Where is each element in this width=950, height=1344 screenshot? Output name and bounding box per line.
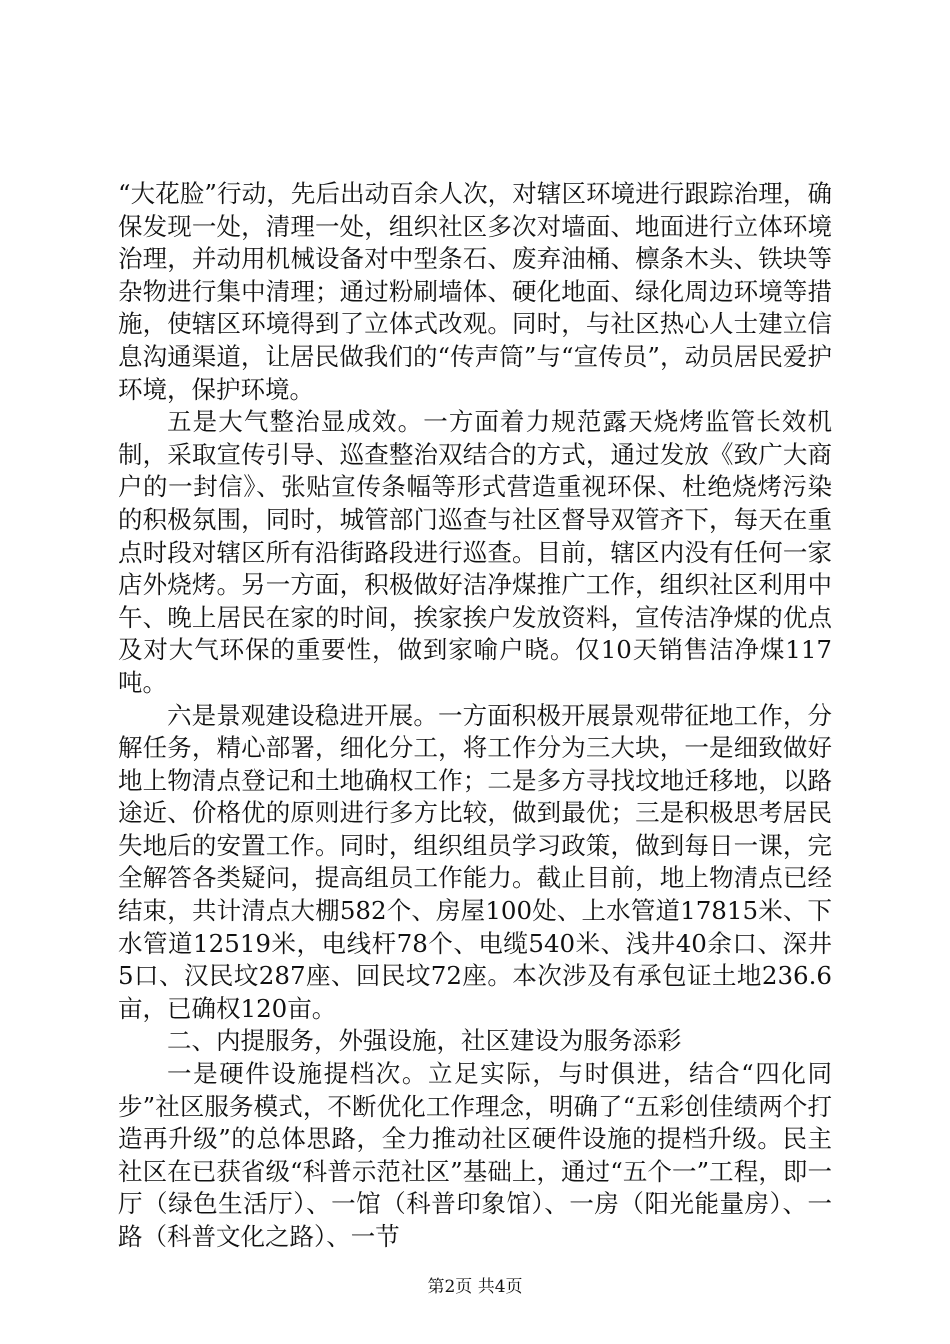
page-footer: 第2页 共4页	[427, 1277, 523, 1297]
paragraph-4: 一是硬件设施提档次。立足实际，与时俱进，结合“四化同步”社区服务模式，不断优化工作理念，明确了“五彩创佳绩两个打造再升级”的总体思路，全力推动社区硬件设施的提档升级。民主社区在已获省级“科普示范社区”基础上，通过“五个一”工程，即一厅（绿色生活厅）、一馆（科普印象馆）、一房（阳光能量房）、一路（科普文化之路）、一节	[118, 1059, 832, 1251]
paragraph-2: 五是大气整治显成效。一方面着力规范露天烧烤监管长效机制，采取宣传引导、巡查整治双结合的方式，通过发放《致广大商户的一封信》、张贴宣传条幅等形式营造重视环保、杜绝烧烤污染的积极氛围，同时，城管部门巡查与社区督导双管齐下，每天在重点时段对辖区所有沿街路段进行巡查。目前，辖区内没有任何一家店外烧烤。另一方面，积极做好洁净煤推广工作，组织社区利用中午、晚上居民在家的时间，挨家挨户发放资料，宣传洁净煤的优点及对大气环保的重要性，做到家喻户晓。仅10天销售洁净煤117吨。	[118, 407, 832, 697]
section-heading: 二、内提服务，外强设施，社区建设为服务添彩	[167, 1026, 682, 1056]
paragraph-3: 六是景观建设稳进开展。一方面积极开展景观带征地工作，分解任务，精心部署，细化分工，将工作分为三大块，一是细致做好地上物清点登记和土地确权工作；二是多方寻找坟地迁移地，以路途近、价格优的原则进行多方比较，做到最优；三是积极思考居民失地后的安置工作。同时，组织组员学习政策，做到每日一课，完全解答各类疑问，提高组员工作能力。截止目前，地上物清点已经结束，共计清点大棚582个、房屋100处、上水管道17815米、下水管道12519米，电线杆78个、电缆540米、浅井40余口、深井5口、汉民坟287座、回民坟72座。本次涉及有承包证土地236.6亩，已确权120亩。	[118, 700, 832, 1023]
paragraph-1: “大花脸”行动，先后出动百余人次，对辖区环境进行跟踪治理，确保发现一处，清理一处，组织社区多次对墙面、地面进行立体环境治理，并动用机械设备对中型条石、废弃油桶、檩条木头、铁块等杂物进行集中清理；通过粉刷墙体、硬化地面、绿化周边环境等措施，使辖区环境得到了立体式改观。同时，与社区热心人士建立信息沟通渠道，让居民做我们的“传声筒”与“宣传员”，动员居民爱护环境，保护环境。	[118, 179, 832, 404]
document-body	[118, 178, 832, 1254]
